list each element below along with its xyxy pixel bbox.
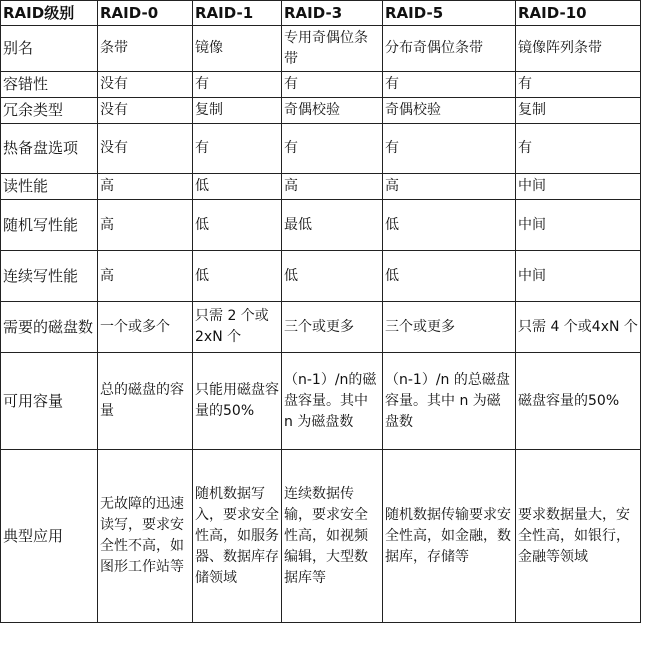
cell-raid-5: 有 bbox=[383, 124, 516, 174]
cell-raid-0: 没有 bbox=[98, 72, 193, 98]
cell-raid-5: （n-1）/n 的总磁盘容量。其中 n 为磁盘数 bbox=[383, 353, 516, 450]
cell-raid-5: 三个或更多 bbox=[383, 302, 516, 353]
cell-raid-5: 有 bbox=[383, 72, 516, 98]
row-label-sequential-write: 连续写性能 bbox=[1, 251, 98, 302]
cell-raid-0: 高 bbox=[98, 200, 193, 251]
row-sequential-write bbox=[1, 251, 641, 302]
header-raid-10: RAID-10 bbox=[516, 1, 641, 26]
row-label-read-performance: 读性能 bbox=[1, 174, 98, 200]
cell-raid-0: 高 bbox=[98, 174, 193, 200]
row-hot-spare bbox=[1, 124, 641, 174]
cell-raid-10: 磁盘容量的50% bbox=[516, 353, 641, 450]
cell-raid-3: （n-1）/n的磁盘容量。其中 n 为磁盘数 bbox=[282, 353, 383, 450]
row-fault-tolerance bbox=[1, 72, 641, 98]
cell-raid-1: 低 bbox=[193, 174, 282, 200]
row-label-redundancy-type: 冗余类型 bbox=[1, 98, 98, 124]
header-raid-1: RAID-1 bbox=[193, 1, 282, 26]
cell-raid-0: 没有 bbox=[98, 124, 193, 174]
row-label-fault-tolerance: 容错性 bbox=[1, 72, 98, 98]
cell-raid-1: 低 bbox=[193, 200, 282, 251]
cell-raid-3: 高 bbox=[282, 174, 383, 200]
row-typical-application bbox=[1, 450, 641, 623]
cell-raid-0: 条带 bbox=[98, 26, 193, 72]
cell-raid-1: 只能用磁盘容量的50% bbox=[193, 353, 282, 450]
row-label-hot-spare: 热备盘选项 bbox=[1, 124, 98, 174]
header-raid-3: RAID-3 bbox=[282, 1, 383, 26]
row-random-write bbox=[1, 200, 641, 251]
cell-raid-5: 低 bbox=[383, 251, 516, 302]
row-label-disks-required: 需要的磁盘数 bbox=[1, 302, 98, 353]
cell-raid-3: 连续数据传输，要求安全性高，如视频编辑，大型数据库等 bbox=[282, 450, 383, 623]
cell-raid-5: 随机数据传输要求安全性高，如金融，数据库，存储等 bbox=[383, 450, 516, 623]
header-raid-5: RAID-5 bbox=[383, 1, 516, 26]
cell-raid-0: 无故障的迅速读写，要求安全性不高，如图形工作站等 bbox=[98, 450, 193, 623]
header-raid-0: RAID-0 bbox=[98, 1, 193, 26]
cell-raid-1: 低 bbox=[193, 251, 282, 302]
row-label-usable-capacity: 可用容量 bbox=[1, 353, 98, 450]
cell-raid-3: 最低 bbox=[282, 200, 383, 251]
cell-raid-1: 镜像 bbox=[193, 26, 282, 72]
cell-raid-10: 复制 bbox=[516, 98, 641, 124]
cell-raid-1: 随机数据写入，要求安全性高，如服务器、数据库存储领域 bbox=[193, 450, 282, 623]
cell-raid-5: 低 bbox=[383, 200, 516, 251]
row-redundancy-type bbox=[1, 98, 641, 124]
cell-raid-10: 要求数据量大，安全性高，如银行，金融等领域 bbox=[516, 450, 641, 623]
cell-raid-5: 奇偶校验 bbox=[383, 98, 516, 124]
header-row bbox=[1, 1, 641, 26]
cell-raid-0: 总的磁盘的容量 bbox=[98, 353, 193, 450]
cell-raid-10: 有 bbox=[516, 124, 641, 174]
cell-raid-1: 只需 2 个或 2xN 个 bbox=[193, 302, 282, 353]
cell-raid-0: 高 bbox=[98, 251, 193, 302]
row-disks-required bbox=[1, 302, 641, 353]
cell-raid-10: 中间 bbox=[516, 174, 641, 200]
header-raid-level: RAID级别 bbox=[1, 1, 98, 26]
cell-raid-5: 高 bbox=[383, 174, 516, 200]
row-alias bbox=[1, 26, 641, 72]
cell-raid-1: 有 bbox=[193, 72, 282, 98]
cell-raid-10: 中间 bbox=[516, 251, 641, 302]
cell-raid-1: 有 bbox=[193, 124, 282, 174]
cell-raid-0: 一个或多个 bbox=[98, 302, 193, 353]
cell-raid-3: 三个或更多 bbox=[282, 302, 383, 353]
cell-raid-0: 没有 bbox=[98, 98, 193, 124]
cell-raid-3: 低 bbox=[282, 251, 383, 302]
row-label-random-write: 随机写性能 bbox=[1, 200, 98, 251]
cell-raid-1: 复制 bbox=[193, 98, 282, 124]
cell-raid-5: 分布奇偶位条带 bbox=[383, 26, 516, 72]
cell-raid-10: 有 bbox=[516, 72, 641, 98]
cell-raid-3: 奇偶校验 bbox=[282, 98, 383, 124]
row-label-typical-application: 典型应用 bbox=[1, 450, 98, 623]
cell-raid-3: 有 bbox=[282, 72, 383, 98]
row-usable-capacity bbox=[1, 353, 641, 450]
row-label-alias: 别名 bbox=[1, 26, 98, 72]
cell-raid-3: 有 bbox=[282, 124, 383, 174]
cell-raid-3: 专用奇偶位条带 bbox=[282, 26, 383, 72]
row-read-performance bbox=[1, 174, 641, 200]
cell-raid-10: 中间 bbox=[516, 200, 641, 251]
cell-raid-10: 镜像阵列条带 bbox=[516, 26, 641, 72]
cell-raid-10: 只需 4 个或4xN 个 bbox=[516, 302, 641, 353]
